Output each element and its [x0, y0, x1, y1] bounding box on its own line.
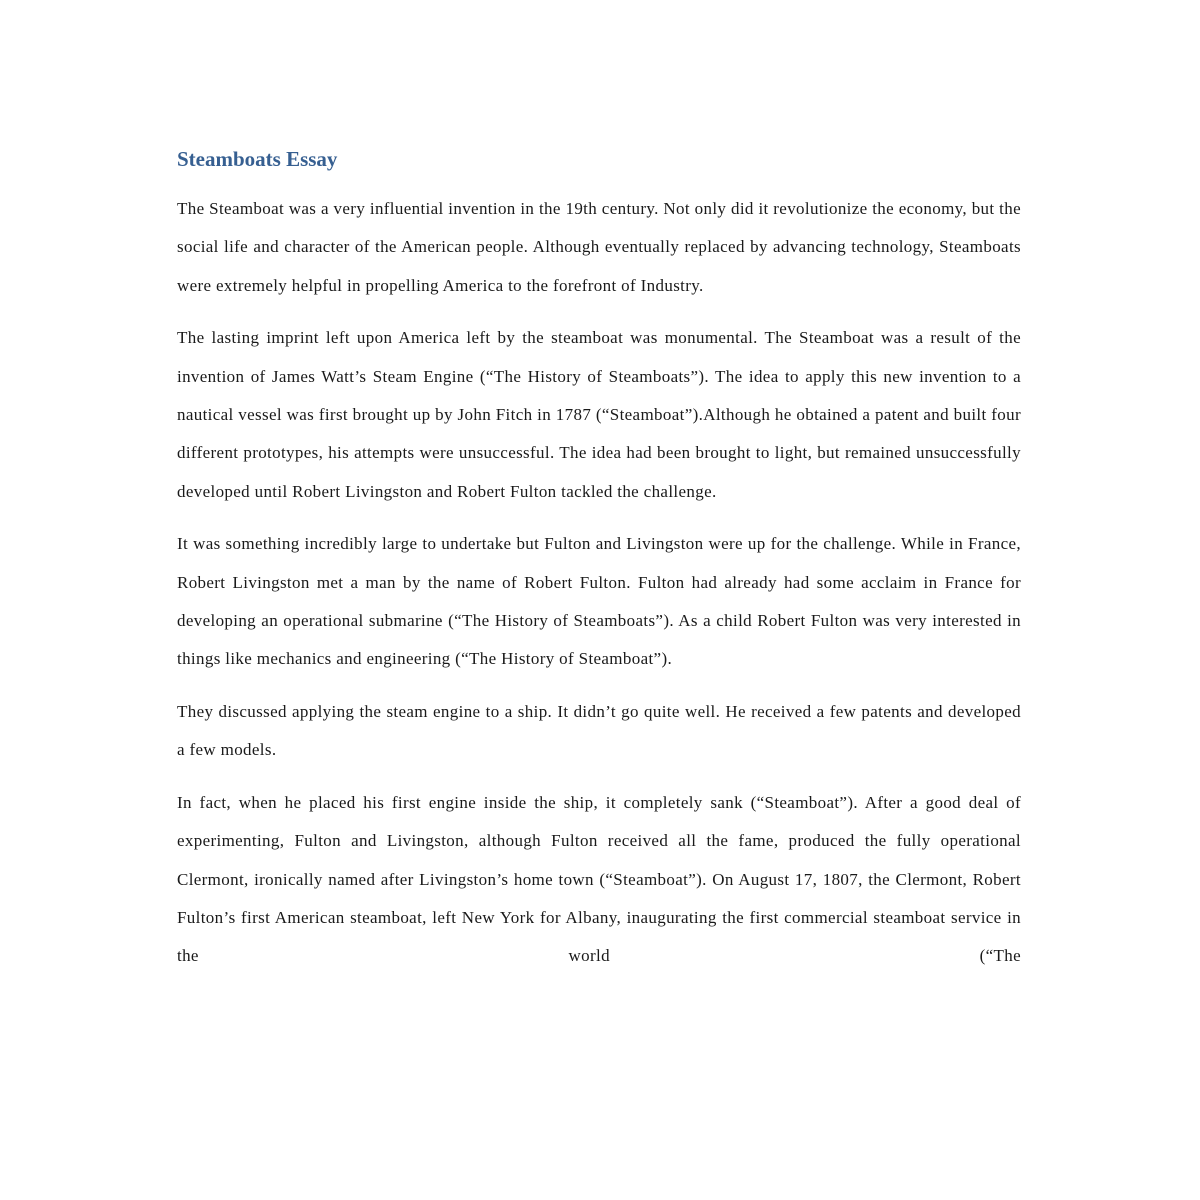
paragraph-4: They discussed applying the steam engine to a ship. It didn’t go quite well. He received a few patents and developed a few models.: [177, 701, 1021, 760]
paragraph-3: It was something incredibly large to undertake but Fulton and Livingston were up for the challenge. While in France, Robert Livingston met a man by the name of Robert Fulton. Fulton had already had some acclaim in France for developing an operational submarine (“The History of Steamboats”). As a child Robert Fulton was very interested in things like mechanics and engineering (“The History of Steamboat”).: [177, 534, 1021, 669]
paragraph-2: The lasting imprint left upon America left by the steamboat was monumental. The Steamboat was a result of the invention of James Watt’s Steam Engine (“The History of Steamboats”). The idea to apply this new invention to a nautical vessel was first brought up by John Fitch in 1787 (“Steamboat”).Although he obtained a patent and built four different prototypes, his attempts were unsuccessful. The idea had been brought to light, but remained unsuccessfully developed until Robert Livingston and Robert Fulton tackled the challenge.: [177, 328, 1021, 501]
paragraph-1: The Steamboat was a very influential invention in the 19th century. Not only did it revolutionize the economy, but the social life and character of the American people. Although eventually replaced by advancing technology, Steamboats were extremely helpful in propelling America to the forefront of Industry.: [177, 199, 1021, 295]
document-body: [177, 142, 1021, 990]
document-title: Steamboats Essay: [177, 147, 338, 171]
paragraph-5: In fact, when he placed his first engine inside the ship, it completely sank (“Steamboat”). After a good deal of experimenting, Fulton and Livingston, although Fulton received all the fame, produced the fully operational Clermont, ironically named after Livingston’s home town (“Steamboat”). On August 17, 1807, the Clermont, Robert Fulton’s first American steamboat, left New York for Albany, inaugurating the first commercial steamboat service in the world (“The: [177, 792, 1021, 966]
